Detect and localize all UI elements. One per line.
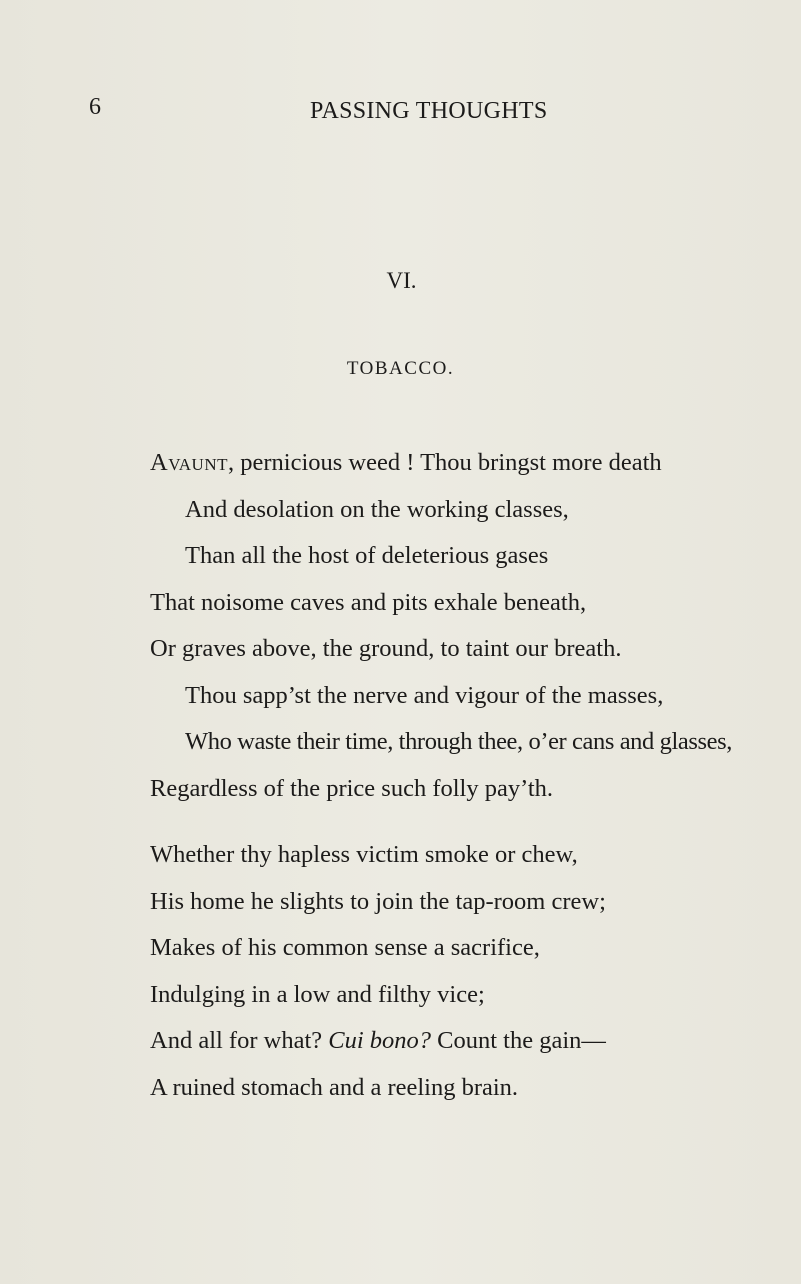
- poem-line: Indulging in a low and filthy vice;: [150, 981, 485, 1008]
- poem-line: And desolation on the working classes,: [185, 496, 569, 523]
- poem-line: Or graves above, the ground, to taint our breath.: [150, 635, 622, 662]
- poem-line: Makes of his common sense a sacrifice,: [150, 934, 540, 961]
- poem-line: Than all the host of deleterious gases: [185, 542, 549, 569]
- poem-line: That noisome caves and pits exhale beneath,: [150, 589, 587, 616]
- line-text: , pernicious weed ! Thou bringst more death: [228, 449, 662, 476]
- poem-line: Regardless of the price such folly pay’th.: [150, 775, 554, 802]
- poem-line: [150, 448, 662, 478]
- poem-line: His home he slights to join the tap-room crew;: [150, 888, 606, 915]
- poem-line: [150, 1026, 606, 1056]
- section-number: VI.: [386, 268, 417, 293]
- poem-line: A ruined stomach and a reeling brain.: [150, 1074, 519, 1101]
- line-text: Count the gain—: [431, 1027, 606, 1054]
- running-head: PASSING THOUGHTS: [310, 98, 548, 124]
- poem-title: TOBACCO.: [346, 358, 455, 379]
- page-number: 6: [89, 94, 101, 120]
- opening-word: Avaunt: [150, 449, 228, 476]
- poem-line: Thou sapp’st the nerve and vigour of the masses,: [185, 682, 664, 709]
- latin-phrase: Cui bono?: [328, 1027, 432, 1054]
- poem-line: Who waste their time, through thee, o’er cans and glasses,: [185, 728, 732, 755]
- poem-line: Whether thy hapless victim smoke or chew,: [150, 841, 578, 868]
- line-text: And all for what?: [150, 1027, 329, 1054]
